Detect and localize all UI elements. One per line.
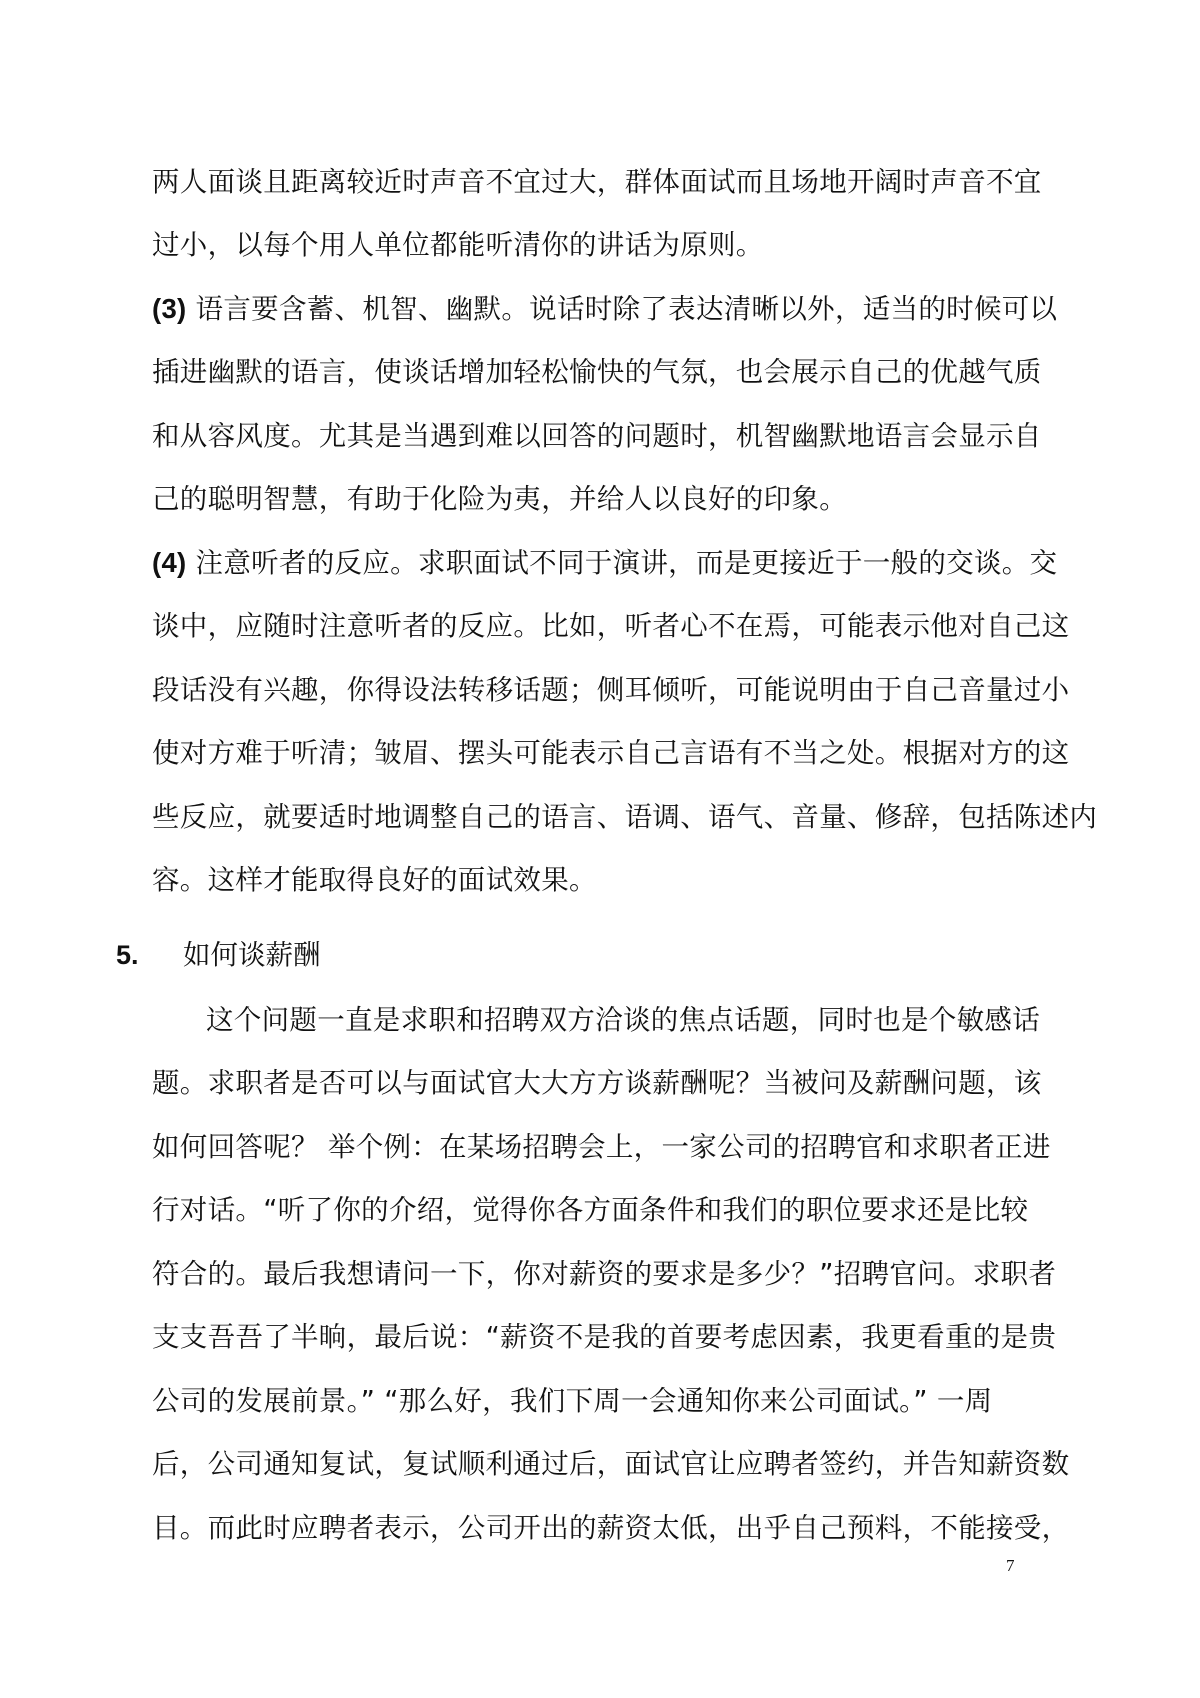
text-line: 目。而此时应聘者表示，公司开出的薪资太低，出乎自己预料，不能接受， <box>152 1512 1070 1544</box>
text-line: 公司的发展前景。” “那么好，我们下周一会通知你来公司面试。” 一周 <box>152 1385 993 1417</box>
section-title: 如何谈薪酬 <box>183 939 321 971</box>
text-line: 这个问题一直是求职和招聘双方洽谈的焦点话题，同时也是个敏感话 <box>206 1004 1040 1036</box>
text-line: 后，公司通知复试，复试顺利通过后，面试官让应聘者签约，并告知薪资数 <box>152 1448 1070 1480</box>
text-line: 谈中，应随时注意听者的反应。比如，听者心不在焉，可能表示他对自己这 <box>152 610 1070 642</box>
list-marker: (4) <box>152 547 187 578</box>
text-line: 语言要含蓄、机智、幽默。说话时除了表达清晰以外，适当的时候可以 <box>186 293 1058 325</box>
text-line: 注意听者的反应。求职面试不同于演讲，而是更接近于一般的交谈。交 <box>186 547 1058 579</box>
page-number: 7 <box>1006 1556 1015 1575</box>
text-line: 如何回答呢？ 举个例：在某场招聘会上，一家公司的招聘官和求职者正进 <box>152 1131 1051 1163</box>
text-line: 符合的。最后我想请问一下，你对薪资的要求是多少？”招聘官问。求职者 <box>152 1258 1057 1290</box>
text-line: 行对话。“听了你的介绍，觉得你各方面条件和我们的职位要求还是比较 <box>152 1194 1029 1226</box>
text-line: 容。这样才能取得良好的面试效果。 <box>152 864 597 896</box>
text-line: 两人面谈且距离较近时声音不宜过大，群体面试而且场地开阔时声音不宜 <box>152 166 1042 198</box>
text-line: 题。求职者是否可以与面试官大大方方谈薪酬呢？当被问及薪酬问题，该 <box>152 1067 1042 1099</box>
list-marker: (3) <box>152 293 187 324</box>
text-line: 和从容风度。尤其是当遇到难以回答的问题时，机智幽默地语言会显示自 <box>152 420 1042 452</box>
text-line: 些反应，就要适时地调整自己的语言、语调、语气、音量、修辞，包括陈述内 <box>152 801 1098 833</box>
text-line: 己的聪明智慧，有助于化险为夷，并给人以良好的印象。 <box>152 483 847 515</box>
list-item-4 <box>152 543 1057 583</box>
list-item-3 <box>152 289 1057 329</box>
text-line: 过小，以每个用人单位都能听清你的讲话为原则。 <box>152 229 764 261</box>
text-line: 支支吾吾了半晌，最后说：“薪资不是我的首要考虑因素，我更看重的是贵 <box>152 1321 1057 1353</box>
text-line: 段话没有兴趣，你得设法转移话题；侧耳倾听，可能说明由于自己音量过小 <box>152 674 1070 706</box>
section-number: 5. <box>116 940 139 970</box>
text-line: 使对方难于听清；皱眉、摆头可能表示自己言语有不当之处。根据对方的这 <box>152 737 1070 769</box>
text-line: 插进幽默的语言，使谈话增加轻松愉快的气氛，也会展示自己的优越气质 <box>152 356 1042 388</box>
